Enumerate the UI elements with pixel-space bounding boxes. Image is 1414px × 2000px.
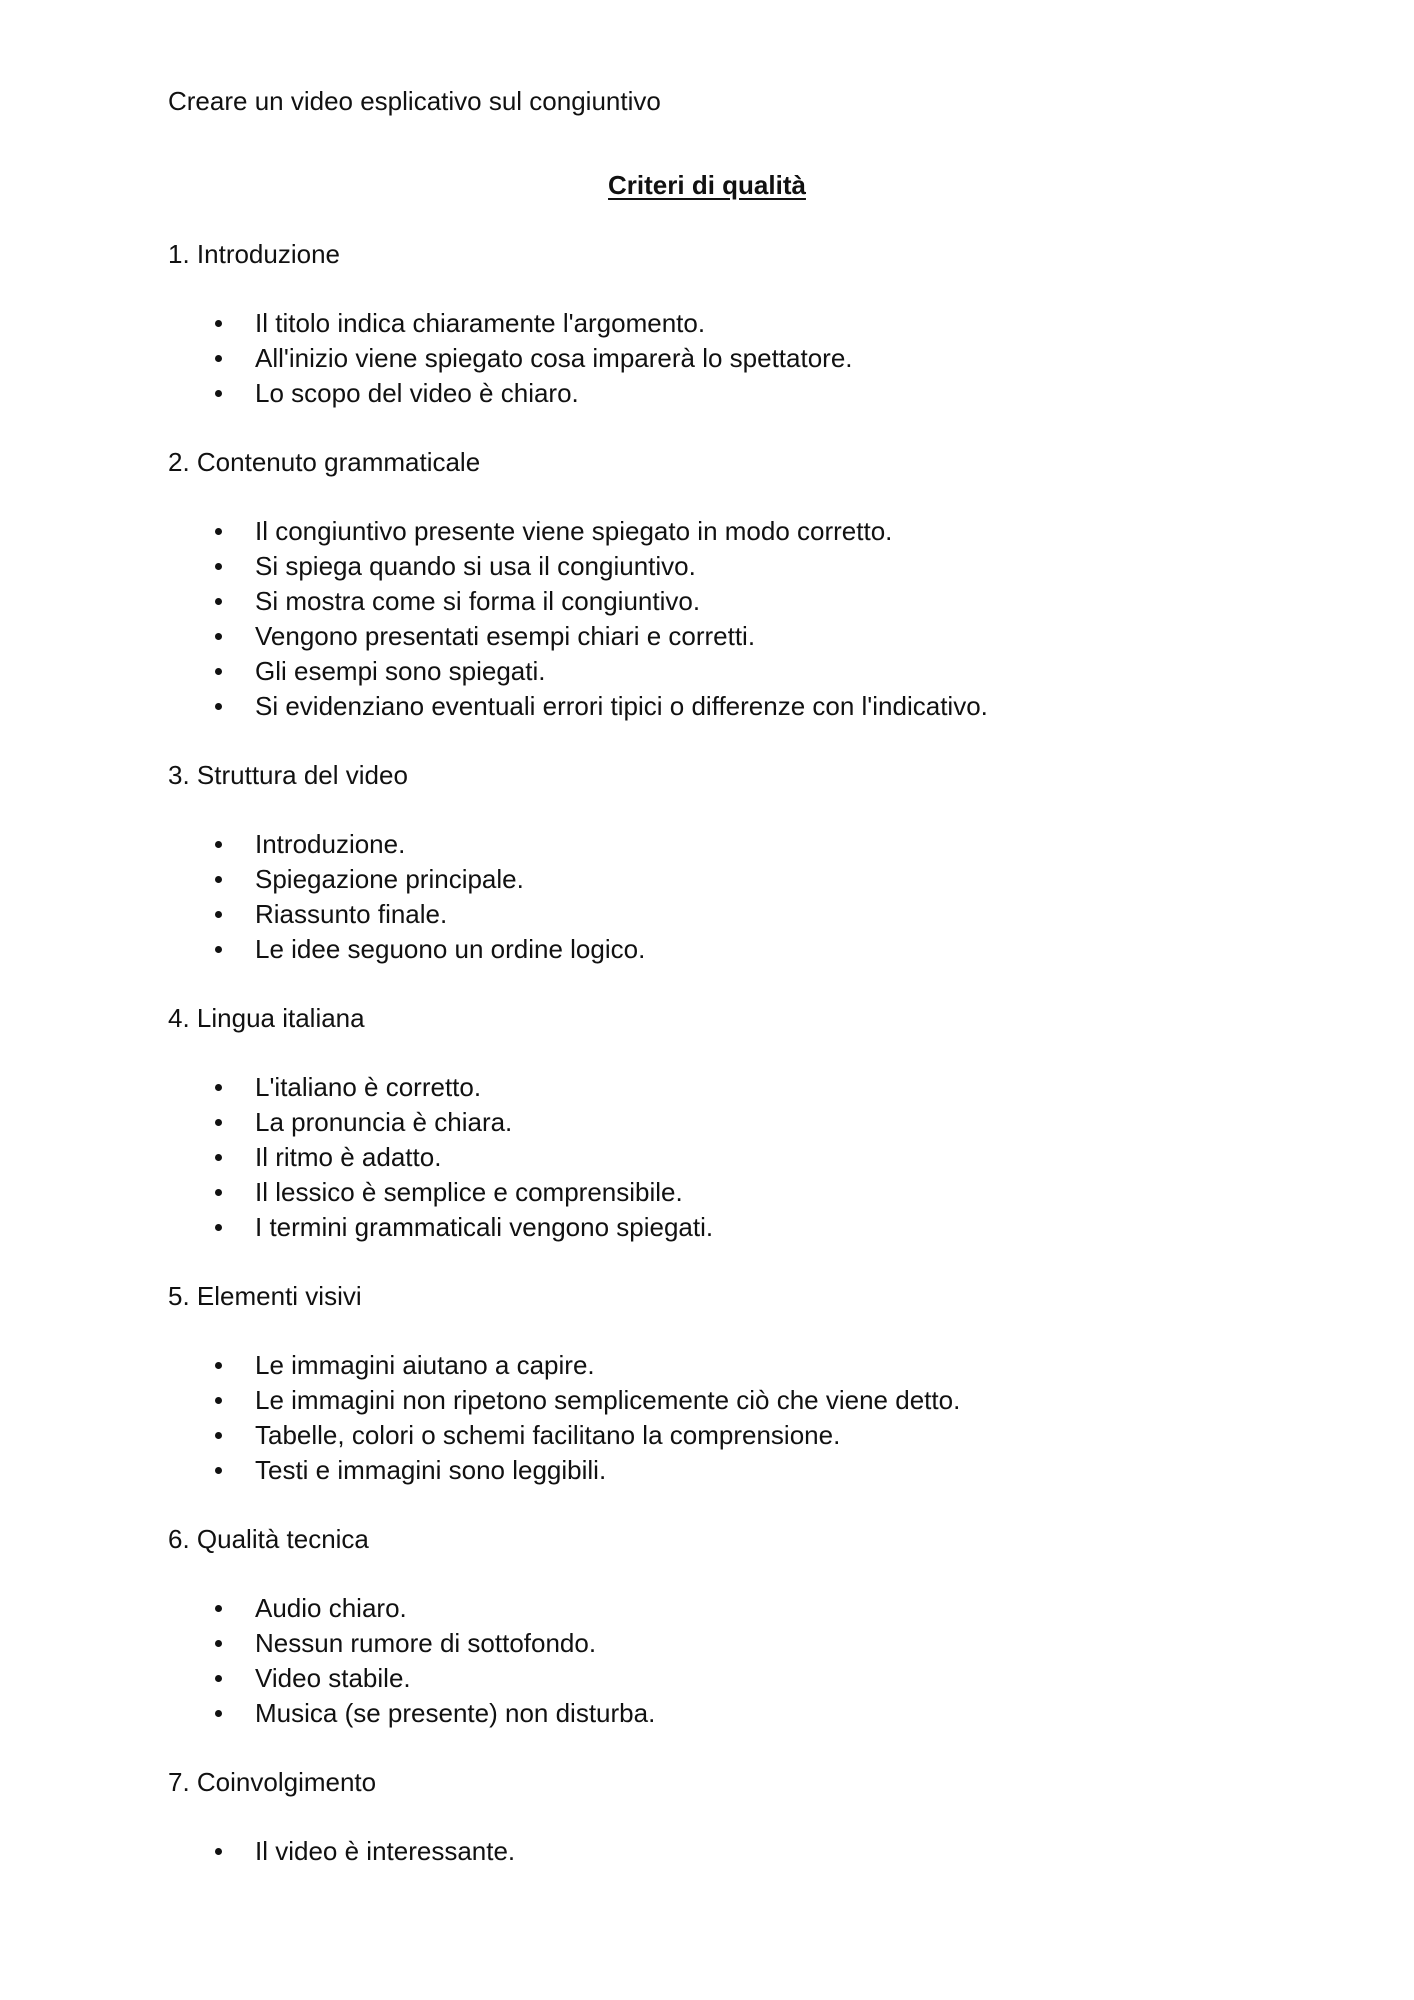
list-item-text: Testi e immagini sono leggibili. xyxy=(255,1455,607,1485)
list-item xyxy=(168,1591,1246,1626)
bullet-list xyxy=(168,514,1246,724)
bullet-icon xyxy=(215,1675,222,1682)
list-item-text: Introduzione. xyxy=(255,829,406,859)
section-coinvolgimento xyxy=(168,1765,1246,1869)
list-item xyxy=(168,549,1246,584)
bullet-icon xyxy=(215,876,222,883)
list-item-text: Il congiuntivo presente viene spiegato in modo corretto. xyxy=(255,516,893,546)
list-item xyxy=(168,1348,1246,1383)
intro-line: Creare un video esplicativo sul congiuntivo xyxy=(168,86,661,116)
list-item xyxy=(168,1834,1246,1869)
list-item xyxy=(168,827,1246,862)
list-item xyxy=(168,1696,1246,1731)
list-item xyxy=(168,619,1246,654)
bullet-icon xyxy=(215,911,222,918)
list-item-text: Si evidenziano eventuali errori tipici o differenze con l'indicativo. xyxy=(255,691,988,721)
section-heading: 6. Qualità tecnica xyxy=(168,1524,369,1554)
list-item xyxy=(168,1453,1246,1488)
section-qualita-tecnica xyxy=(168,1522,1246,1731)
list-item-text: Le immagini non ripetono semplicemente ciò che viene detto. xyxy=(255,1385,961,1415)
list-item-text: All'inizio viene spiegato cosa imparerà lo spettatore. xyxy=(255,343,853,373)
section-heading: 5. Elementi visivi xyxy=(168,1281,362,1311)
bullet-icon xyxy=(215,1640,222,1647)
bullet-list xyxy=(168,1070,1246,1245)
section-heading: 7. Coinvolgimento xyxy=(168,1767,377,1797)
list-item xyxy=(168,1105,1246,1140)
list-item-text: Tabelle, colori o schemi facilitano la comprensione. xyxy=(255,1420,841,1450)
list-item-text: Il titolo indica chiaramente l'argomento. xyxy=(255,308,706,338)
section-heading: 4. Lingua italiana xyxy=(168,1003,365,1033)
bullet-icon xyxy=(215,1848,222,1855)
list-item-text: I termini grammaticali vengono spiegati. xyxy=(255,1212,714,1242)
bullet-icon xyxy=(215,668,222,675)
bullet-list xyxy=(168,827,1246,967)
list-item xyxy=(168,1626,1246,1661)
section-heading: 3. Struttura del video xyxy=(168,760,408,790)
list-item xyxy=(168,932,1246,967)
list-item-text: Il ritmo è adatto. xyxy=(255,1142,442,1172)
section-heading: 2. Contenuto grammaticale xyxy=(168,447,481,477)
section-lingua-italiana xyxy=(168,1001,1246,1245)
bullet-list xyxy=(168,1834,1246,1869)
list-item xyxy=(168,341,1246,376)
bullet-icon xyxy=(215,633,222,640)
list-item xyxy=(168,1383,1246,1418)
list-item xyxy=(168,1070,1246,1105)
bullet-icon xyxy=(215,528,222,535)
list-item-text: Si mostra come si forma il congiuntivo. xyxy=(255,586,701,616)
list-item-text: Spiegazione principale. xyxy=(255,864,524,894)
section-introduzione xyxy=(168,237,1246,411)
list-item xyxy=(168,1418,1246,1453)
bullet-icon xyxy=(215,320,222,327)
list-item xyxy=(168,862,1246,897)
list-item xyxy=(168,654,1246,689)
bullet-icon xyxy=(215,1397,222,1404)
list-item-text: Il lessico è semplice e comprensibile. xyxy=(255,1177,683,1207)
bullet-icon xyxy=(215,1605,222,1612)
bullet-icon xyxy=(215,1119,222,1126)
section-heading: 1. Introduzione xyxy=(168,239,341,269)
list-item xyxy=(168,1175,1246,1210)
bullet-icon xyxy=(215,1189,222,1196)
list-item xyxy=(168,1661,1246,1696)
list-item-text: Vengono presentati esempi chiari e corretti. xyxy=(255,621,756,651)
bullet-icon xyxy=(215,1710,222,1717)
list-item xyxy=(168,376,1246,411)
bullet-icon xyxy=(215,390,222,397)
list-item xyxy=(168,1140,1246,1175)
list-item-text: Video stabile. xyxy=(255,1663,411,1693)
bullet-icon xyxy=(215,703,222,710)
bullet-icon xyxy=(215,946,222,953)
bullet-icon xyxy=(215,1154,222,1161)
bullet-list xyxy=(168,306,1246,411)
list-item-text: Musica (se presente) non disturba. xyxy=(255,1698,656,1728)
bullet-icon xyxy=(215,1224,222,1231)
list-item xyxy=(168,689,1246,724)
list-item-text: L'italiano è corretto. xyxy=(255,1072,482,1102)
bullet-icon xyxy=(215,841,222,848)
list-item-text: Si spiega quando si usa il congiuntivo. xyxy=(255,551,696,581)
list-item-text: Riassunto finale. xyxy=(255,899,448,929)
list-item xyxy=(168,1210,1246,1245)
bullet-icon xyxy=(215,563,222,570)
bullet-icon xyxy=(215,1467,222,1474)
list-item xyxy=(168,306,1246,341)
document-title: Criteri di qualità xyxy=(608,170,806,200)
section-struttura-del-video xyxy=(168,758,1246,967)
document-page xyxy=(168,84,1246,1869)
list-item-text: Audio chiaro. xyxy=(255,1593,407,1623)
bullet-icon xyxy=(215,1362,222,1369)
list-item xyxy=(168,514,1246,549)
section-elementi-visivi xyxy=(168,1279,1246,1488)
list-item-text: Gli esempi sono spiegati. xyxy=(255,656,546,686)
bullet-list xyxy=(168,1348,1246,1488)
bullet-icon xyxy=(215,598,222,605)
bullet-list xyxy=(168,1591,1246,1731)
list-item-text: Le idee seguono un ordine logico. xyxy=(255,934,646,964)
bullet-icon xyxy=(215,1432,222,1439)
list-item-text: Il video è interessante. xyxy=(255,1836,516,1866)
list-item-text: La pronuncia è chiara. xyxy=(255,1107,513,1137)
list-item xyxy=(168,897,1246,932)
bullet-icon xyxy=(215,355,222,362)
section-contenuto-grammaticale xyxy=(168,445,1246,724)
list-item-text: Le immagini aiutano a capire. xyxy=(255,1350,595,1380)
list-item-text: Nessun rumore di sottofondo. xyxy=(255,1628,597,1658)
list-item xyxy=(168,584,1246,619)
list-item-text: Lo scopo del video è chiaro. xyxy=(255,378,579,408)
bullet-icon xyxy=(215,1084,222,1091)
